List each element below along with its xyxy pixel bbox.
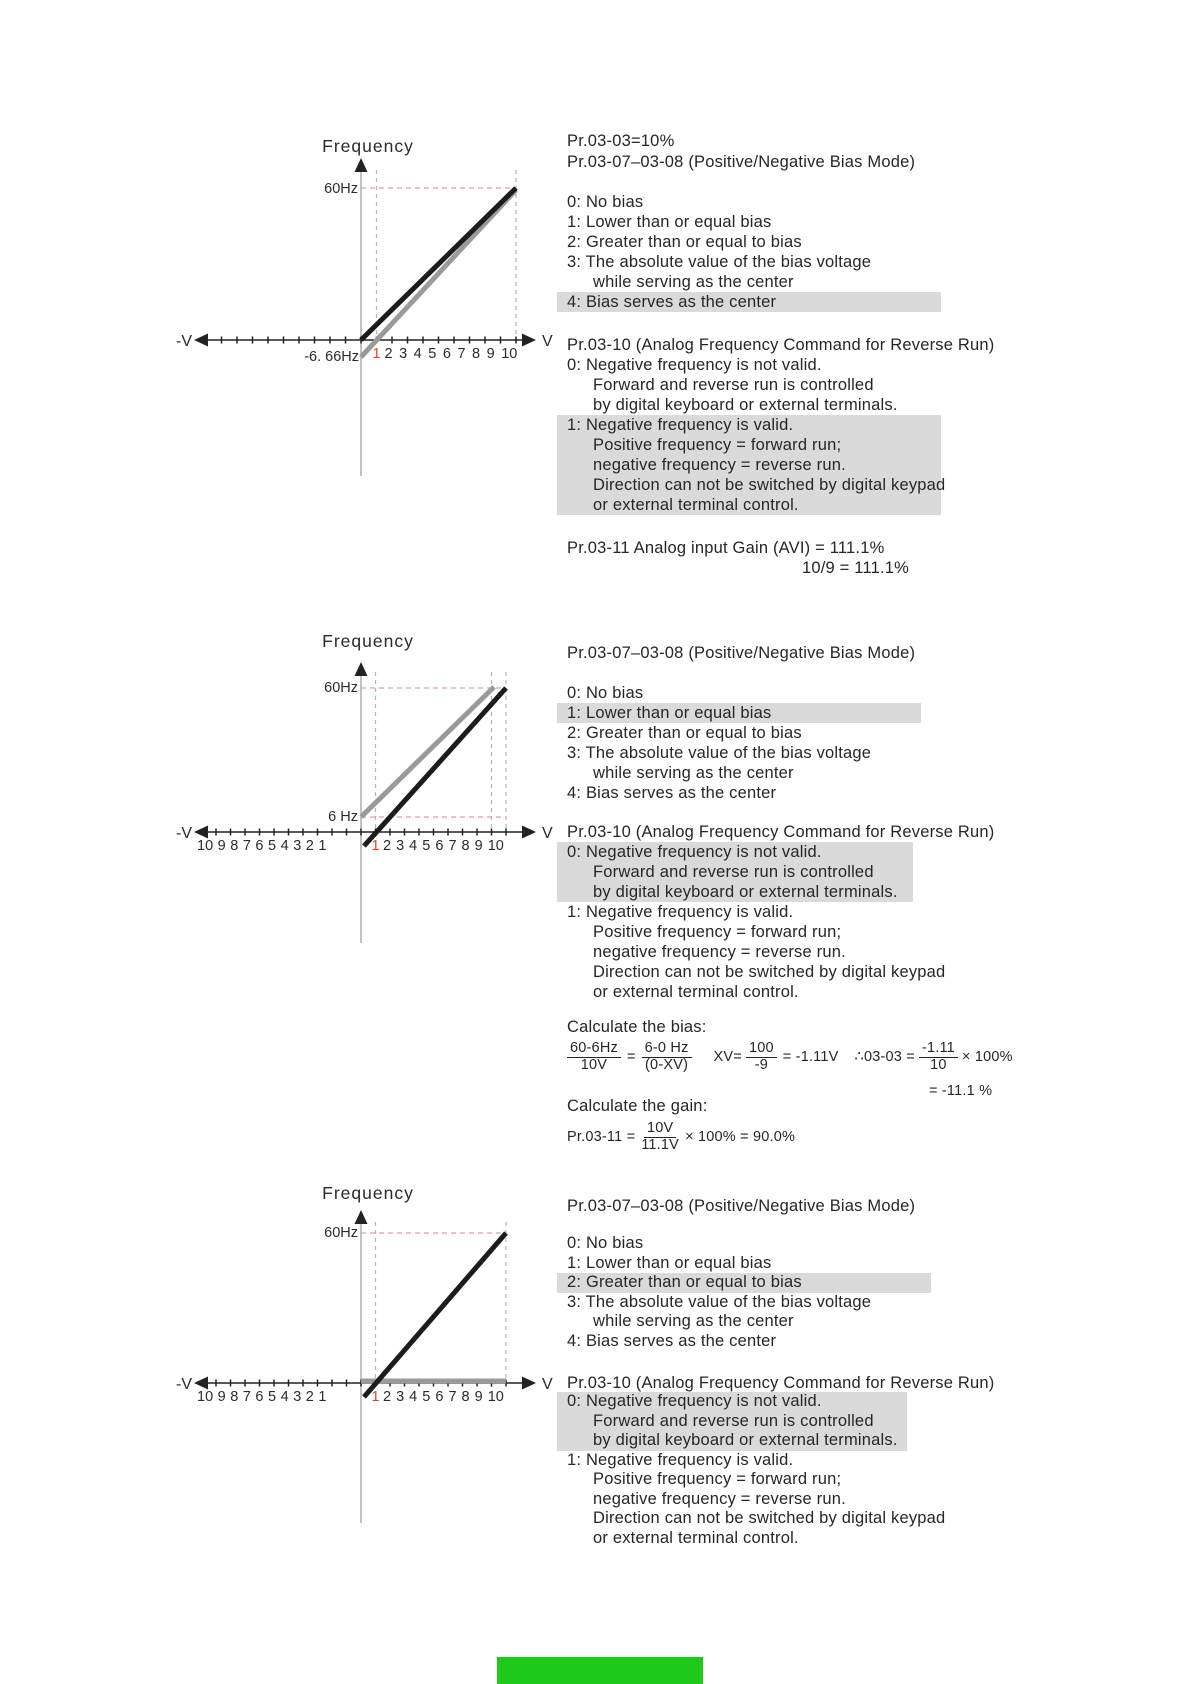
y-label-60hz: 60Hz (324, 1225, 358, 1241)
y-axis-arrow-icon (355, 158, 368, 172)
x-ticks-positive: 2 3 4 5 6 7 8 9 10 (384, 346, 518, 362)
gray-line (361, 190, 516, 357)
x-ticks-negative: 10 9 8 7 6 5 4 3 2 1 (197, 1389, 327, 1405)
xv-label: XV= (713, 1049, 742, 1065)
y-axis-arrow-icon (355, 662, 368, 676)
y-label-60hz: 60Hz (324, 680, 358, 696)
rev-line-highlighted: Forward and reverse run is controlled (557, 862, 913, 882)
fraction (641, 1121, 679, 1153)
option-line: while serving as the center (593, 764, 794, 782)
gain-result: × 100% = 90.0% (685, 1129, 796, 1145)
footer-green-bar (497, 1657, 703, 1684)
option-line: 3: The absolute value of the bias voltage (567, 1292, 872, 1311)
option-line: 3: The absolute value of the bias voltage (567, 744, 872, 762)
rev-line: negative frequency = reverse run. (593, 943, 846, 961)
option-line: 1: Lower than or equal bias (567, 213, 772, 231)
section2-heading (557, 643, 915, 663)
calc-gain-label: Calculate the gain: (567, 1097, 708, 1115)
y-label-60hz: 60Hz (324, 181, 358, 197)
chart-title: Frequency (322, 1183, 414, 1203)
rev-line: or external terminal control. (593, 1528, 799, 1547)
therefore-expression: ∴03-03 = (854, 1049, 915, 1065)
rev-line: by digital keyboard or external terminals. (593, 396, 898, 414)
section3-bias-options (557, 1234, 931, 1351)
x-axis-left-arrow-icon (194, 1377, 208, 1390)
fraction-numerator: 6-0 Hz (642, 1040, 692, 1058)
rev-line-highlighted: by digital keyboard or external terminals. (557, 1431, 907, 1451)
option-line-highlighted: 2: Greater than or equal to bias (557, 1273, 931, 1293)
bias-result (929, 1083, 992, 1099)
rev-line: negative frequency = reverse run. (593, 1489, 846, 1508)
rev-line: 1: Negative frequency is valid. (567, 1450, 794, 1469)
bias-chart-3 (150, 1178, 570, 1530)
x-axis-left-arrow-icon (194, 826, 208, 839)
option-line: 1: Lower than or equal bias (567, 1253, 772, 1272)
rev-line-highlighted: Direction can not be switched by digital keypad (557, 475, 941, 495)
option-line-highlighted: 1: Lower than or equal bias (557, 703, 921, 723)
fraction-numerator: 100 (746, 1040, 777, 1058)
section2-rev-heading (557, 822, 994, 842)
fraction (642, 1041, 692, 1073)
option-line: 3: The absolute value of the bias voltage (567, 253, 872, 271)
gain-line: Pr.03-11 Analog input Gain (AVI) = 111.1% (567, 539, 885, 557)
x-ticks-positive: 2 3 4 5 6 7 8 9 10 (383, 838, 504, 854)
rev-run-heading: Pr.03-10 (Analog Frequency Command for Reverse Run) (567, 336, 995, 354)
xv-result: = -1.11V (782, 1049, 839, 1065)
option-line-highlighted: 4: Bias serves as the center (557, 292, 941, 312)
fraction-numerator: 60-6Hz (567, 1040, 621, 1058)
x-label-neg-v: -V (176, 825, 192, 842)
black-line (364, 688, 506, 846)
x-axis-right-arrow-icon (522, 1377, 536, 1390)
rev-line: Direction can not be switched by digital keypad (593, 963, 946, 981)
section1-gain (557, 538, 909, 578)
option-line: 0: No bias (567, 684, 644, 702)
gain-formula-row (567, 1121, 795, 1153)
y-axis-arrow-icon (355, 1210, 368, 1224)
fraction-numerator: -1.11 (919, 1040, 958, 1058)
fraction (746, 1041, 777, 1073)
rev-line: or external terminal control. (593, 983, 799, 1001)
y-label-neg-freq: -6. 66Hz (304, 349, 359, 365)
rev-line-highlighted: negative frequency = reverse run. (557, 455, 941, 475)
bias-mode-heading: Pr.03-07–03-08 (Positive/Negative Bias Mode) (567, 153, 916, 171)
fraction (567, 1041, 621, 1073)
rev-line: Forward and reverse run is controlled (593, 376, 874, 394)
option-line: 2: Greater than or equal to bias (567, 724, 802, 742)
rev-line: 0: Negative frequency is not valid. (567, 356, 822, 374)
x-tick-1: 1 (371, 838, 380, 854)
section2-rev-lines (557, 842, 946, 1002)
bias-mode-heading: Pr.03-07–03-08 (Positive/Negative Bias Mode) (567, 1197, 916, 1215)
black-line (361, 188, 516, 340)
section3-rev-heading (557, 1373, 994, 1393)
rev-line-highlighted: Positive frequency = forward run; (557, 435, 941, 455)
y-label-6hz: 6 Hz (328, 809, 358, 825)
rev-line: 1: Negative frequency is valid. (567, 903, 794, 921)
option-line: while serving as the center (593, 273, 794, 291)
rev-line-highlighted: Forward and reverse run is controlled (557, 1412, 907, 1432)
gray-line (361, 687, 494, 817)
section1-rev-heading (557, 335, 994, 355)
fraction-denominator: 10V (580, 1056, 608, 1073)
black-line (364, 1233, 506, 1397)
chart-title: Frequency (322, 136, 414, 156)
option-line: while serving as the center (593, 1312, 794, 1330)
x-axis-right-arrow-icon (522, 334, 536, 347)
gain-line: 10/9 = 111.1% (801, 559, 909, 577)
gain-pre: Pr.03-11 = (567, 1129, 636, 1145)
bias-mode-heading: Pr.03-07–03-08 (Positive/Negative Bias Mode) (567, 644, 916, 662)
x-tick-1: 1 (371, 1389, 380, 1405)
option-line: 4: Bias serves as the center (567, 1331, 777, 1350)
rev-line-highlighted: by digital keyboard or external terminals. (557, 882, 913, 902)
x-tick-1: 1 (372, 346, 381, 362)
bias-result-value: = -11.1 % (929, 1083, 993, 1099)
x-label-v: V (542, 1376, 553, 1393)
rev-line-highlighted: 1: Negative frequency is valid. (557, 415, 941, 435)
x-label-v: V (542, 333, 553, 350)
fraction-denominator: (0-XV) (645, 1056, 689, 1073)
chart-title: Frequency (322, 631, 414, 651)
fraction-denominator: 11.1V (641, 1136, 680, 1153)
section2-bias-options (557, 683, 921, 803)
rev-line-highlighted: 0: Negative frequency is not valid. (557, 842, 913, 862)
fraction-denominator: -9 (754, 1056, 769, 1073)
bias-chart-2 (150, 628, 570, 963)
x-ticks-positive: 2 3 4 5 6 7 8 9 10 (383, 1389, 504, 1405)
bias-chart-1 (150, 118, 570, 480)
section3-heading (557, 1196, 915, 1216)
x-ticks-negative: 10 9 8 7 6 5 4 3 2 1 (197, 838, 327, 854)
pr-03-03-value: Pr.03-03=10% (567, 132, 675, 150)
x-axis-left-arrow-icon (194, 334, 208, 347)
fraction-numerator: 10V (644, 1120, 676, 1138)
rev-line-highlighted: or external terminal control. (557, 495, 941, 515)
times-100: × 100% (961, 1049, 1013, 1065)
equals-sign: = (626, 1049, 636, 1065)
rev-line: Positive frequency = forward run; (593, 1470, 842, 1488)
fraction-denominator: 10 (930, 1056, 947, 1073)
rev-line: Direction can not be switched by digital keypad (593, 1509, 946, 1527)
x-label-neg-v: -V (176, 1376, 192, 1393)
section3-rev-lines (557, 1392, 946, 1548)
rev-run-heading: Pr.03-10 (Analog Frequency Command for Reverse Run) (567, 1374, 995, 1392)
rev-run-heading: Pr.03-10 (Analog Frequency Command for Reverse Run) (567, 823, 995, 841)
rev-line: Positive frequency = forward run; (593, 923, 842, 941)
rev-line-highlighted: 0: Negative frequency is not valid. (557, 1392, 907, 1412)
section1-rev-lines (557, 355, 946, 515)
option-line: 0: No bias (567, 193, 644, 211)
x-axis-right-arrow-icon (522, 826, 536, 839)
bias-formula-row (567, 1041, 1013, 1073)
x-label-v: V (542, 825, 553, 842)
option-line: 4: Bias serves as the center (567, 784, 777, 802)
section1-bias-options (557, 192, 941, 312)
section1-headings (557, 131, 915, 173)
option-line: 2: Greater than or equal to bias (567, 233, 802, 251)
option-line: 0: No bias (567, 1234, 644, 1252)
x-label-neg-v: -V (176, 333, 192, 350)
fraction (919, 1041, 958, 1073)
calc-bias-label: Calculate the bias: (567, 1018, 707, 1036)
